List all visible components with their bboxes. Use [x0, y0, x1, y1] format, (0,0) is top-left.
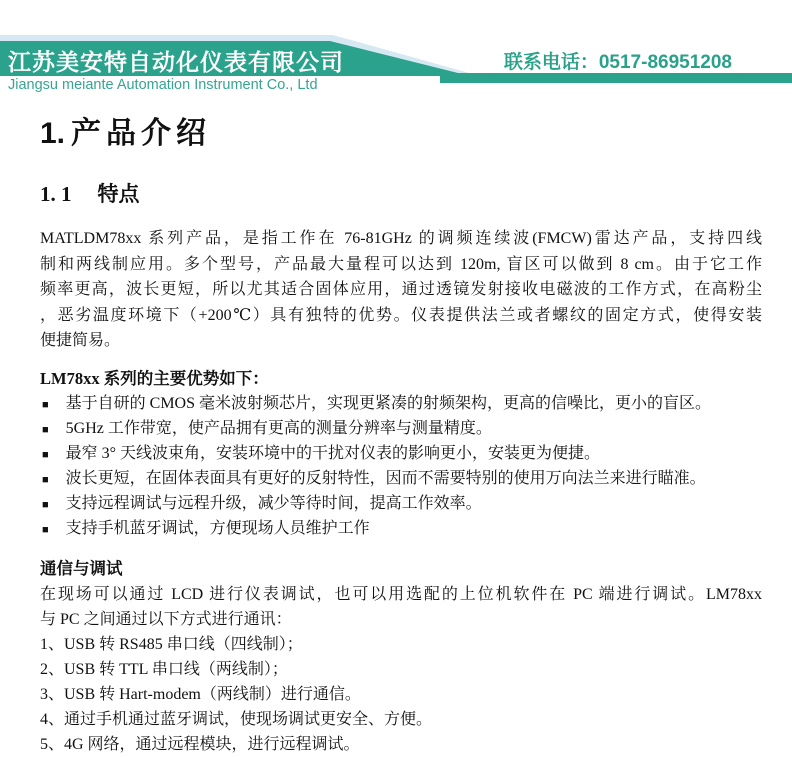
contact-phone-number: 0517-86951208 [598, 52, 732, 73]
list-item-text: 支持手机蓝牙调试，方便现场人员维护工作 [65, 519, 370, 537]
numbered-item: 3、USB 转 Hart-modem（两线制）进行通信。 [40, 685, 361, 703]
list-item-text: 5GHz 工作带宽，使产品拥有更高的测量分辨率与测量精度。 [65, 419, 492, 437]
company-name-en: Jiangsu meiante Automation Instrument Co., Ltd [8, 77, 318, 93]
list-item-text: 最窄 3° 天线波束角，安装环境中的干扰对仪表的影响更小，安装更为便捷。 [65, 444, 601, 462]
list-item-text: 支持远程调试与远程升级，减少等待时间，提高工作效率。 [65, 494, 482, 512]
paragraph-line: 与 PC 之间通过以下方式进行通讯： [40, 610, 292, 628]
subsection-heading [40, 182, 762, 206]
paragraph-line: ，恶劣温度环境下（+200℃）具有独特的优势。仪表提供法兰或者螺纹的固定方式，使得安装 [40, 306, 762, 324]
numbered-item: 2、USB 转 TTL 串口线（两线制）； [40, 660, 288, 678]
square-bullet-icon: ■ [42, 523, 49, 536]
numbered-item: 5、4G 网络，通过远程模块，进行远程调试。 [40, 735, 360, 753]
ribbon-strip [440, 73, 792, 83]
list-item [40, 417, 762, 442]
intro-paragraph [40, 226, 762, 354]
list-item [40, 392, 762, 417]
section-heading [40, 114, 762, 154]
square-bullet-icon: ■ [42, 498, 49, 511]
numbered-item: 4、通过手机通过蓝牙调试，使现场调试更安全、方便。 [40, 710, 433, 728]
page-header [0, 0, 792, 100]
document-body [0, 114, 792, 757]
communication-paragraph [40, 582, 762, 632]
contact-phone-label: 联系电话： [503, 52, 599, 73]
list-item [40, 492, 762, 517]
square-bullet-icon: ■ [42, 398, 49, 411]
list-item [40, 467, 762, 492]
company-name-zh: 江苏美安特自动化仪表有限公司 [8, 49, 344, 75]
square-bullet-icon: ■ [42, 473, 49, 486]
paragraph-line: 频率更高，波长更短，所以尤其适合固体应用，通过透镜发射接收电磁波的工作方式，在高粉尘 [40, 281, 762, 298]
communication-heading: 通信与调试 [40, 558, 123, 578]
list-item [40, 442, 762, 467]
list-item [40, 517, 762, 542]
square-bullet-icon: ■ [42, 448, 49, 461]
subsection-title: 特点 [97, 182, 140, 206]
square-bullet-icon: ■ [42, 423, 49, 436]
comm-methods-list [40, 632, 762, 757]
paragraph-line: 在现场可以通过 LCD 进行仪表调试，也可以用选配的上位机软件在 PC 端进行调试。LM78xx [40, 585, 762, 603]
advantages-list [40, 392, 762, 542]
advantages-heading: LM78xx 系列的主要优势如下： [40, 368, 269, 388]
list-item-text: 波长更短，在固体表面具有更好的反射特性，因而不需要特别的使用万向法兰来进行瞄准。 [65, 469, 706, 487]
list-item-text: 基于自研的 CMOS 毫米波射频芯片，实现更紧凑的射频架构，更高的信噪比，更小的盲区。 [65, 394, 712, 412]
numbered-item: 1、USB 转 RS485 串口线（四线制）； [40, 635, 303, 653]
paragraph-line: MATLDM78xx 系列产品，是指工作在 76-81GHz 的调频连续波(FMCW)雷达产品，支持四线 [40, 230, 762, 247]
section-number: 1. [40, 117, 66, 150]
subsection-number: 1. 1 [40, 182, 72, 206]
contact-phone [504, 47, 732, 74]
paragraph-line: 制和两线制应用。多个型号，产品最大量程可以达到 120m, 盲区可以做到 8 cm。由于它工作 [40, 255, 762, 273]
paragraph-line: 便捷简易。 [40, 332, 121, 349]
section-title: 产品介绍 [71, 117, 212, 150]
